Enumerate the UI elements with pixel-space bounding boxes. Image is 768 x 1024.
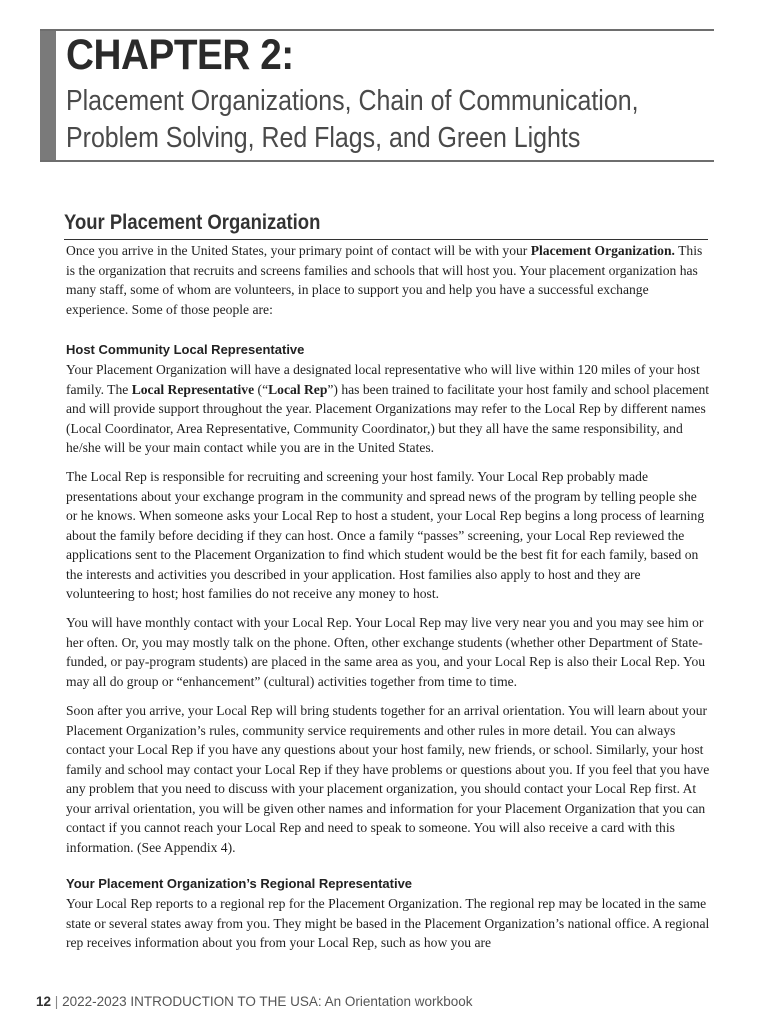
paragraph-local-rep [66,360,710,458]
section-title: Your Placement Organization [64,211,321,234]
chapter-title: CHAPTER 2: [66,31,294,79]
bold-term: Placement Organization. [530,243,675,258]
page-footer [36,994,473,1009]
page-number: 12 [36,994,52,1009]
header-accent-bar [40,31,56,160]
subheading-regional-rep: Your Placement Organization’s Regional Representative [66,876,413,891]
footer-title: 2022-2023 INTRODUCTION TO THE USA: An Orientation workbook [62,994,473,1009]
chapter-subtitle [66,83,639,157]
text-run: ”) has been trained to facilitate your host family and school placement and will provide support throughout the year. Placement Organizations may refer to the Local Rep by different names (Local Coordinator, Area Representative, Community Coordinator,) but they all have the same responsibility, and he/she will be your main contact while you are in the United States. [66,381,710,455]
chapter-subtitle-line: Problem Solving, Red Flags, and Green Lights [66,122,581,154]
section-divider [64,239,708,240]
paragraph-regional-rep: Your Local Rep reports to a regional rep for the Placement Organization. The regional rep may be located in the same state or several states away from you. They might be based in the Placement Organization’s national office. A regional rep receives information about you from your Local Rep, such as how you are [66,896,710,950]
bold-term: Local Rep [268,381,328,397]
text-run: Once you arrive in the United States, your primary point of contact will be with your [66,243,531,258]
text-run: Your Placement Organization will have a designated local representative who will live within 120 miles of your host family. The [66,362,700,397]
chapter-header [40,29,714,162]
intro-paragraph [66,241,710,319]
chapter-subtitle-line: Placement Organizations, Chain of Communication, [66,85,639,117]
subheading-local-rep: Host Community Local Representative [66,342,305,357]
text-run: (“ [254,381,269,397]
bold-term: Local Representative [131,381,255,397]
paragraph-monthly-contact: You will have monthly contact with your Local Rep. Your Local Rep may live very near you and you may see him or her often. Or, you may mostly talk on the phone. Often, other exchange students (whether other Department of State-funded, or pay-program students) are placed in the same area as you, and your Local Rep is also their Local Rep. You may all do group or “enhancement” (cultural) activities together from time to time. [66,615,706,689]
paragraph-recruiting: The Local Rep is responsible for recruiting and screening your host family. Your Local Rep probably made presentations about your exchange program in the community and spread news of the program by telling people she or he knows. When someone asks your Local Rep to host a student, your Local Rep begins a long process of learning about the family before deciding if they can host. Once a family “passes” screening, your Local Rep reviewed the applications sent to the Placement Organization to find which student would be the best fit for each family, based on the interests and activities you described in your application. Host families also apply to host and they are volunteering to host; host families do not receive any money to host. [66,469,705,601]
text-run: This is the organization that recruits and screens families and schools that will host you. Your placement organization has many staff, some of whom are volunteers, in place to support you and help you have a successful exchange experience. Some of those people are: [66,243,703,317]
paragraph-arrival-orientation: Soon after you arrive, your Local Rep will bring students together for an arrival orientation. You will learn about your Placement Organization’s rules, community service requirements and other rules in more detail. You can always contact your Local Rep if you have any questions about your host family, new friends, or school. Similarly, your host family and school may contact your Local Rep if they have problems or questions about you. If you feel that you have any problem that you need to discuss with your placement organization, you should contact your Local Rep first. At your arrival orientation, you will be given other names and information for your Placement Organization that you can contact if you cannot reach your Local Rep and need to speak to someone. You will also receive a card with this information. (See Appendix 4). [66,703,710,855]
footer-separator: | [54,994,59,1009]
